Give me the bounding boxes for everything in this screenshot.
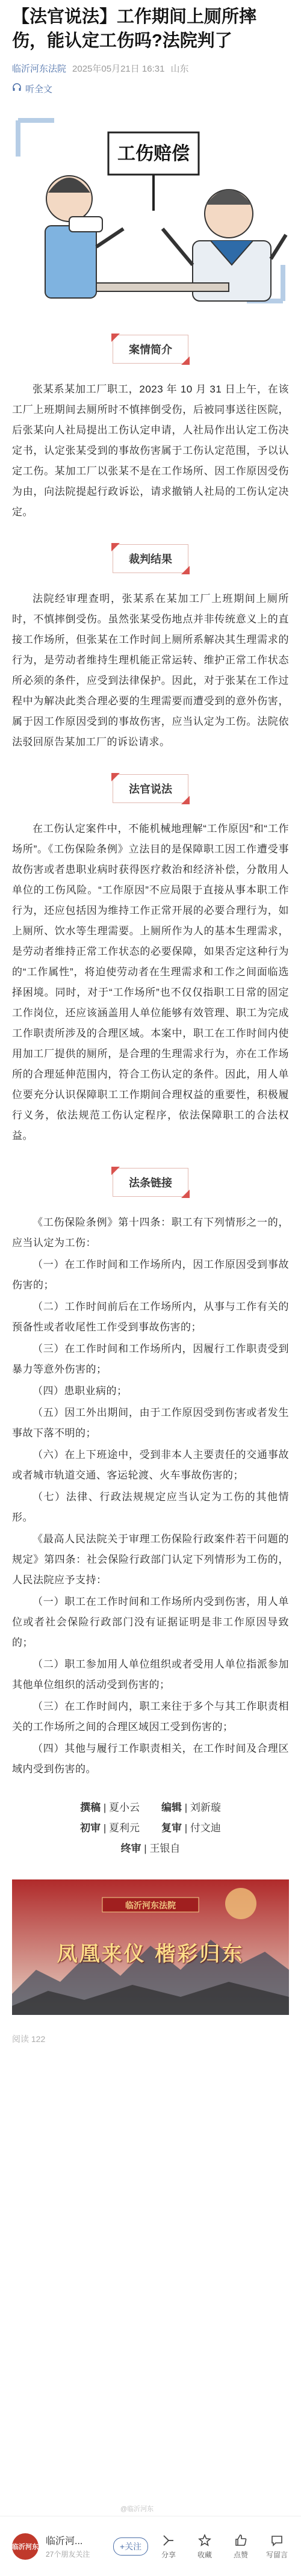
account-avatar[interactable]: 临沂河东: [12, 2533, 39, 2560]
thumb-icon: [234, 2533, 248, 2550]
credit-item: 复审 | 付文迪: [161, 1822, 221, 1834]
share-icon: [161, 2533, 176, 2550]
star-icon: [197, 2533, 212, 2550]
law-paragraph: （二）职工参加用人单位组织或者受用人单位指派参加其他单位组织的活动受到伤害的；: [12, 1659, 289, 1690]
promo-banner: [12, 1879, 289, 2015]
law-paragraph: （二）工作时间前后在工作场所内，从事与工作有关的预备性或者收尾性工作受到事故伤害的；: [12, 1301, 289, 1333]
comment-icon: [270, 2533, 284, 2550]
hero-illustration: [12, 108, 289, 313]
like-button[interactable]: 点赞: [229, 2533, 253, 2560]
law-paragraph: （五）因工外出期间，由于工作原因受到伤害或者发生事故下落不明的；: [12, 1407, 289, 1439]
listen-label: 听全文: [25, 84, 53, 95]
law-paragraph: （四）患职业病的；: [33, 1385, 128, 1397]
credit-item: 编辑 | 刘新璇: [161, 1802, 221, 1813]
comment-paragraph: 在工伤认定案件中，不能机械地理解“工作原因”和“工作场所”。《工伤保险条例》立法目的是保障职工因工作遭受事故伤害或者患职业病时获得医疗救治和经济补偿，分散用人单位的工伤风险。“工作原因”不应局限于直接从事本职工作行为，还应包括因为维持工作正常开展的必要合理行为，如上厕所、饮水等生理需要。上厕所作为人的基本生理需求，是劳动者维持正常工作状态的必要保障，如果否定这种行为的“工作属性”，将迫使劳动者在生理需求和工作之间面临选择困境。同时，对于“工作场所”也不仅仅指职工日常的固定工作岗位，还应该涵盖用人单位能够有效管理、职工为完成工作职责所涉及的合理区域。本案中，职工在工作时间内使用加工厂提供的厕所，是合理的生理需求行为，亦在工作场所的合理延伸范围内，符合工伤认定的条件。因此，用人单位要充分认识保障职工工作期间合理权益的重要性，积极履行义务，依法规范工伤认定程序，依法保障职工的合法权益。: [12, 823, 289, 1141]
bottom-bar: [0, 2516, 301, 2576]
watermark: @临沂河东: [120, 2506, 154, 2513]
account-link[interactable]: 临沂河东法院: [12, 63, 67, 74]
law-paragraph: （一）职工在工作时间和工作场所内受到伤害，用人单位或者社会保险行政部门没有证据证明是非工作原因导致的；: [12, 1596, 289, 1648]
law-paragraph: （三）在工作时间和工作场所内，因履行工作职责受到暴力等意外伤害的；: [12, 1343, 289, 1375]
section-law-heading: 法条链接: [0, 1168, 301, 1197]
case-paragraph: 张某系某加工厂职工，2023 年 10 月 31 日上午，在该工厂上班期间去厕所时不慎摔倒受伤，后被同事送往医院，后张某向人社局提出工伤认定申请，人社局作出认定工伤决定书，认定张某受到的事故伤害属于工伤认定范围，予以认定工伤。某加工厂以张某不是在工作场所、因工作原因受伤为由，向法院提起行政诉讼，请求撤销人社局的工伤认定决定。: [12, 383, 289, 518]
article-title: 【法官说法】工作期间上厕所摔伤，能认定工伤吗?法院判了: [12, 7, 257, 51]
account-followers: 27个朋友关注: [46, 2550, 90, 2559]
credit-item: 初审 | 夏利元: [80, 1822, 140, 1834]
article-meta: [12, 61, 289, 75]
hero-sign-text: 工伤赔偿: [117, 144, 190, 164]
share-button[interactable]: 分享: [157, 2533, 181, 2560]
section-result-heading: 裁判结果: [0, 544, 301, 573]
headphone-icon: [12, 82, 22, 95]
account-name: 临沂河...: [46, 2536, 83, 2547]
credits: [0, 1798, 301, 1859]
comment-button[interactable]: 写留言: [265, 2533, 289, 2560]
law-paragraph: （七）法律、行政法规规定应当认定为工伤的其他情形。: [12, 1491, 289, 1523]
follow-button[interactable]: +关注: [113, 2537, 148, 2556]
listen-button[interactable]: [12, 82, 289, 95]
account-info[interactable]: [46, 2533, 112, 2559]
favorite-button[interactable]: 收藏: [193, 2533, 217, 2560]
result-paragraph: 法院经审理查明，张某系在某加工厂上班期间上厕所时，不慎摔倒受伤。虽然张某受伤地点并非传统意义上的直接工作场所，但张某在工作时间上厕所系解决其生理需求的行为，是劳动者维持生理机能正常运转、维护正常工作状态所必须的条件，应受到法律保护。因此，对于张某在工作过程中为解决此类合理必要的生理需要而遭受到的意外伤害，属于因工作原因受到的事故伤害，应当认定为工伤。法院依法驳回原告某加工厂的诉讼请求。: [12, 593, 289, 748]
read-count: 阅读 122: [12, 2034, 46, 2044]
credit-item: 撰稿 | 夏小云: [80, 1802, 140, 1813]
publish-datetime: 2025年05月21日 16:31: [72, 63, 165, 74]
law-paragraph: （六）在上下班途中，受到非本人主要责任的交通事故或者城市轨道交通、客运轮渡、火车事故伤害的；: [12, 1449, 289, 1481]
law-paragraph: （四）其他与履行工作职责相关，在工作时间及合理区域内受到伤害的。: [12, 1743, 289, 1775]
banner-slogan: 凤凰来仪 楷彩归东: [57, 1942, 244, 1966]
publish-location: 山东: [170, 63, 189, 74]
law-paragraph: 《最高人民法院关于审理工伤保险行政案件若干问题的规定》第四条：社会保险行政部门认定下列情形为工伤的，人民法院应予支持：: [12, 1533, 289, 1586]
law-paragraph: （一）在工作时间和工作场所内，因工作原因受到事故伤害的；: [12, 1259, 289, 1291]
section-case-heading: 案情简介: [0, 335, 301, 364]
credit-item: 终审 | 王银自: [120, 1843, 181, 1854]
banner-top-text: 临沂河东法院: [125, 1901, 176, 1910]
section-comment-heading: 法官说法: [0, 774, 301, 803]
law-paragraph: 《工伤保险条例》第十四条：职工有下列情形之一的，应当认定为工伤：: [12, 1217, 289, 1249]
law-paragraph: （三）在工作时间内，职工来往于多个与其工作职责相关的工作场所之间的合理区域因工受到伤害的；: [12, 1701, 289, 1733]
action-bar: [157, 2533, 289, 2560]
